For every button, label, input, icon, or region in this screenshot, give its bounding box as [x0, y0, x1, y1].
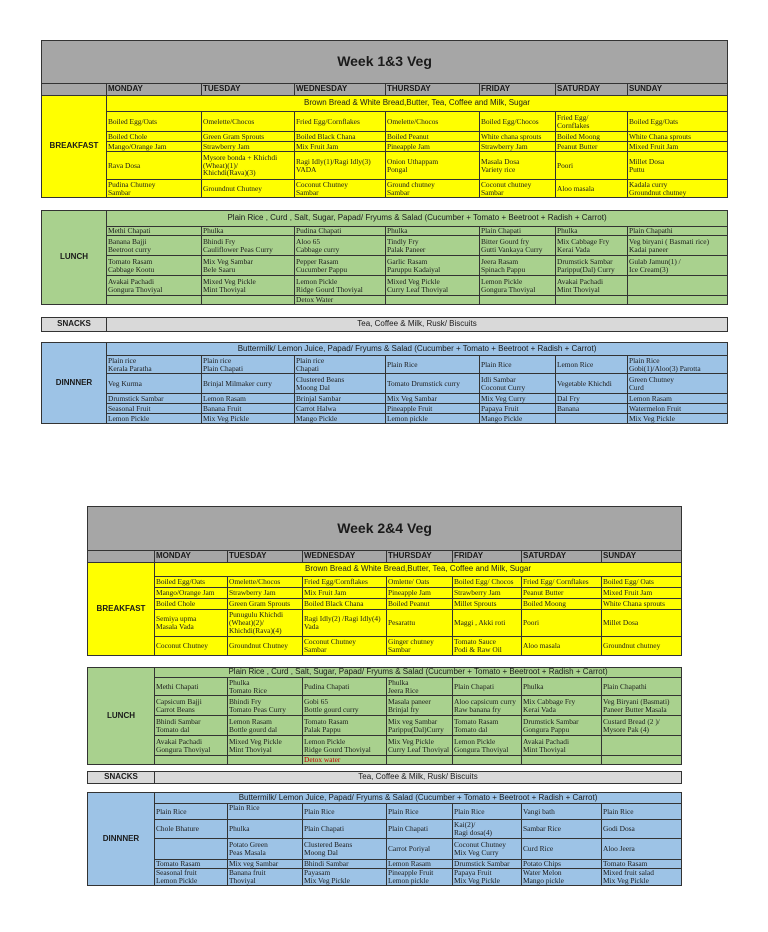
menu-cell: Peanut Butter — [556, 142, 628, 152]
week2-title: Week 2&4 Veg — [88, 507, 682, 551]
day-header: WEDNESDAY — [303, 551, 387, 563]
table-row — [88, 756, 682, 765]
menu-cell — [155, 839, 228, 860]
menu-cell: Watermelon Fruit — [628, 404, 728, 414]
table-row — [42, 180, 728, 198]
meal-banner: Buttermilk/ Lemon Juice, Papad/ Fryums & Salad (Cucumber + Tomato + Beetroot + Radish + Carrot) — [155, 793, 682, 804]
menu-cell: Boiled Black Chana — [303, 599, 387, 610]
menu-cell: Mix Veg Sambar — [386, 394, 480, 404]
day-header: MONDAY — [107, 84, 202, 96]
menu-cell: Mix Fruit Jam — [303, 588, 387, 599]
menu-cell: Mix veg Sambar — [228, 860, 303, 869]
menu-cell: Lemon Pickle Ridge Gourd Thoviyal — [303, 736, 387, 756]
menu-cell: Gulab Jamun(1) / Ice Cream(3) — [628, 256, 728, 276]
menu-cell: Phulka Jeera Rice — [387, 678, 453, 696]
menu-cell: Avakai Pachadi Gongura Thoviyal — [107, 276, 202, 296]
menu-cell: Lemon Pickle Gongura Thoviyal — [453, 736, 522, 756]
menu-cell: Methi Chapati — [155, 678, 228, 696]
menu-cell: Seasonal fruit Lemon Pickle — [155, 869, 228, 886]
menu-cell: Garlic Rasam Paruppu Kadaiyal — [386, 256, 480, 276]
menu-cell — [453, 756, 522, 765]
menu-cell: Green Gram Sprouts — [202, 132, 295, 142]
menu-cell: Banana Bajji Beetroot curry — [107, 236, 202, 256]
menu-cell: Maggi , Akki roti — [453, 610, 522, 637]
day-header: SUNDAY — [602, 551, 682, 563]
menu-cell — [602, 756, 682, 765]
menu-cell: Vegetable Khichdi — [556, 374, 628, 394]
day-header: THURSDAY — [386, 84, 480, 96]
menu-cell: Boiled Egg/Oats — [107, 112, 202, 132]
menu-cell: Punugulu Khichdi (Wheat)(2)/ Khichdi(Rava)(4) — [228, 610, 303, 637]
meal-banner: Buttermilk/ Lemon Juice, Papad/ Fryums & Salad (Cucumber + Tomato + Beetroot + Radish + Carrot) — [107, 343, 728, 356]
table-row — [42, 414, 728, 424]
menu-cell: Kadala curry Groundnut chutney — [628, 180, 728, 198]
menu-cell — [480, 296, 556, 305]
menu-cell: Boiled Moong — [556, 132, 628, 142]
menu-cell: Fried Egg/ Cornflakes — [556, 112, 628, 132]
table-row — [42, 356, 728, 374]
menu-cell: Carrot Halwa — [295, 404, 386, 414]
meal-banner: Plain Rice , Curd , Salt, Sugar, Papad/ Fryums & Salad (Cucumber + Tomato + Beetroot + Radish + Carrot) — [107, 211, 728, 227]
menu-cell: Boiled Black Chana — [295, 132, 386, 142]
menu-cell: Methi Chapati — [107, 227, 202, 236]
snacks-text: Tea, Coffee & Milk, Rusk/ Biscuits — [155, 772, 682, 784]
menu-cell: Pudina Chapati — [295, 227, 386, 236]
menu-cell — [107, 296, 202, 305]
week2-day-header — [88, 551, 682, 563]
menu-cell: Omlette/ Oats — [387, 577, 453, 588]
menu-cell: Payasam Mix Veg Pickle — [303, 869, 387, 886]
menu-cell: Bitter Gourd fry Gutti Vankaya Curry — [480, 236, 556, 256]
menu-cell: Mixed Fruit Jam — [602, 588, 682, 599]
menu-cell — [202, 296, 295, 305]
menu-cell: White Chana sprouts — [628, 132, 728, 142]
menu-cell: Onion Uthappam Pongal — [386, 152, 480, 180]
menu-cell: Pudina Chapati — [303, 678, 387, 696]
menu-cell: Phulka Tomato Rice — [228, 678, 303, 696]
day-header: SATURDAY — [556, 84, 628, 96]
meal-label: BREAKFAST — [88, 563, 155, 656]
menu-cell: Bhindi Sambar — [303, 860, 387, 869]
menu-cell: Poori — [556, 152, 628, 180]
menu-cell: Fried Egg/ Cornflakes — [522, 577, 602, 588]
menu-cell — [628, 276, 728, 296]
menu-cell: Avakai Pachadi Gongura Thoviyal — [155, 736, 228, 756]
table-row — [42, 142, 728, 152]
menu-cell: Veg Biryani (Basmati) Paneer Butter Masala — [602, 696, 682, 716]
week2-snacks-table — [87, 771, 682, 784]
menu-cell: Aloo masala — [556, 180, 628, 198]
menu-cell: Lemon Pickle Ridge Gourd Thoviyal — [295, 276, 386, 296]
menu-cell: Plain rice Plain Chapati — [202, 356, 295, 374]
table-row — [88, 860, 682, 869]
menu-cell: Idli Sambar Coconut Curry — [480, 374, 556, 394]
week2-breakfast-section — [88, 563, 682, 656]
menu-cell: Peanut Butter — [522, 588, 602, 599]
menu-cell: Banana — [556, 404, 628, 414]
menu-cell: Phulka — [202, 227, 295, 236]
menu-cell: White chana sprouts — [480, 132, 556, 142]
menu-cell: Sambar Rice — [522, 820, 602, 839]
meal-label: LUNCH — [42, 211, 107, 305]
menu-cell: Strawberry Jam — [453, 588, 522, 599]
menu-cell: Mysore bonda + Khichdi (Wheat)(1)/ Khichdi(Rava)(3) — [202, 152, 295, 180]
menu-cell: Bhindi Sambar Tomato dal — [155, 716, 228, 736]
menu-cell: Drumstick Sambar — [107, 394, 202, 404]
menu-cell — [387, 756, 453, 765]
menu-cell: Boiled Peanut — [387, 599, 453, 610]
menu-cell: Boiled Chole — [155, 599, 228, 610]
menu-cell — [228, 756, 303, 765]
menu-cell: Plain Chapathi — [628, 227, 728, 236]
menu-cell: Mix Cabbage Fry Kerai Vada — [522, 696, 602, 716]
menu-cell: Boiled Moong — [522, 599, 602, 610]
menu-cell: Mix Veg Sambar Bele Saaru — [202, 256, 295, 276]
menu-cell: Boiled Egg/Oats — [155, 577, 228, 588]
table-row — [88, 599, 682, 610]
menu-cell: Boiled Peanut — [386, 132, 480, 142]
table-row — [88, 588, 682, 599]
menu-cell: Coconut Chutney Sambar — [295, 180, 386, 198]
menu-cell: Plain rice Kerala Paratha — [107, 356, 202, 374]
menu-cell: Ground chutney Sambar — [386, 180, 480, 198]
menu-cell: Curd Rice — [522, 839, 602, 860]
menu-cell: Plain Chapati — [453, 678, 522, 696]
menu-cell: Mixed Veg Pickle Curry Leaf Thoviyal — [386, 276, 480, 296]
menu-cell: Plain Chapati — [303, 820, 387, 839]
detox-water-cell: Detox water — [303, 756, 387, 765]
menu-cell: Chole Bhature — [155, 820, 228, 839]
menu-cell: Fried Egg/Cornflakes — [295, 112, 386, 132]
menu-cell: Drumstick Sambar Parippu(Dal) Curry — [556, 256, 628, 276]
week2-dinner-table — [87, 792, 682, 886]
menu-cell: Dal Fry — [556, 394, 628, 404]
menu-cell: Mango Pickle — [295, 414, 386, 424]
menu-cell: Brinjal Milmaker curry — [202, 374, 295, 394]
menu-cell: Coconut Chutney Mix Veg Curry — [453, 839, 522, 860]
menu-cell: Veg Kurma — [107, 374, 202, 394]
menu-cell: Plain Chapati — [387, 820, 453, 839]
table-row — [88, 804, 682, 820]
menu-cell: Strawberry Jam — [480, 142, 556, 152]
menu-cell: Plain Chapathi — [602, 678, 682, 696]
menu-cell: Avakai Pachadi Mint Thoviyal — [522, 736, 602, 756]
table-row — [42, 404, 728, 414]
menu-cell: Plain Rice — [303, 804, 387, 820]
menu-cell: Lemon Rasam Bottle gourd dal — [228, 716, 303, 736]
menu-cell: Pepper Rasam Cucumber Pappu — [295, 256, 386, 276]
menu-cell: Lemon Rasam — [387, 860, 453, 869]
menu-cell: Banana fruit Thoviyal — [228, 869, 303, 886]
menu-cell: Semiya upma Masala Vada — [155, 610, 228, 637]
table-row — [42, 112, 728, 132]
menu-cell: Vangi bath — [522, 804, 602, 820]
menu-cell: Fried Egg/Cornflakes — [303, 577, 387, 588]
table-row — [88, 696, 682, 716]
menu-cell — [155, 756, 228, 765]
menu-cell: Aloo 65 Cabbage curry — [295, 236, 386, 256]
menu-cell: Tindly Fry Palak Paneer — [386, 236, 480, 256]
menu-cell: Papaya Fruit — [480, 404, 556, 414]
menu-cell: Coconut chutney Sambar — [480, 180, 556, 198]
day-header: FRIDAY — [480, 84, 556, 96]
menu-cell: Plain Chapati — [480, 227, 556, 236]
menu-cell: Lemon Rasam — [628, 394, 728, 404]
menu-cell: Boiled Egg/Chocos — [480, 112, 556, 132]
menu-cell: Tomato Drumstick curry — [386, 374, 480, 394]
menu-cell: Poori — [522, 610, 602, 637]
menu-cell: Strawberry Jam — [228, 588, 303, 599]
menu-cell — [556, 296, 628, 305]
menu-cell: Mix Cabbage Fry Kerai Vada — [556, 236, 628, 256]
week1-menu-table — [41, 40, 728, 198]
week1-day-header — [42, 84, 728, 96]
menu-cell: Drumstick Sambar — [453, 860, 522, 869]
menu-cell: Millet Dosa — [602, 610, 682, 637]
week1-title: Week 1&3 Veg — [42, 41, 728, 84]
table-row — [88, 716, 682, 736]
day-header: THURSDAY — [387, 551, 453, 563]
menu-cell: Clustered Beans Moong Dal — [295, 374, 386, 394]
menu-cell: Drumstick Sambar Gongura Pappu — [522, 716, 602, 736]
menu-cell: Phulka — [228, 820, 303, 839]
menu-cell: Boiled Egg/Oats — [628, 112, 728, 132]
table-row — [42, 227, 728, 236]
menu-cell: Mango/Orange Jam — [107, 142, 202, 152]
table-row — [42, 394, 728, 404]
menu-cell: Plain Rice — [387, 804, 453, 820]
menu-cell: Custard Bread (2 )/ Mysore Pak (4) — [602, 716, 682, 736]
menu-cell: Plain Rice — [228, 804, 303, 820]
menu-cell: Tomato Sauce Podi & Raw Oil — [453, 637, 522, 656]
menu-cell: Seasonal Fruit — [107, 404, 202, 414]
menu-cell: Tomato Rasam — [155, 860, 228, 869]
menu-cell: Plain Rice — [155, 804, 228, 820]
menu-cell: Green Gram Sprouts — [228, 599, 303, 610]
menu-cell: Lemon Pickle — [107, 414, 202, 424]
menu-cell: Ragi Idly(1)/Ragi Idly(3) VADA — [295, 152, 386, 180]
day-header: WEDNESDAY — [295, 84, 386, 96]
menu-cell: White Chana sprouts — [602, 599, 682, 610]
menu-cell: Omelette/Chocos — [386, 112, 480, 132]
menu-cell: Groundnut Chutney — [228, 637, 303, 656]
day-header: SATURDAY — [522, 551, 602, 563]
meal-label: BREAKFAST — [42, 96, 107, 198]
week1-snacks-table — [41, 317, 728, 332]
day-header: FRIDAY — [453, 551, 522, 563]
menu-cell: Mixed fruit salad Mix Veg Pickle — [602, 869, 682, 886]
menu-cell: Aloo masala — [522, 637, 602, 656]
table-row — [42, 296, 728, 305]
menu-cell: Plain Rice — [386, 356, 480, 374]
menu-cell: Potato Green Peas Masala — [228, 839, 303, 860]
menu-cell: Tomato Rasam — [602, 860, 682, 869]
meal-banner: Brown Bread & White Bread,Butter, Tea, Coffee and Milk, Sugar — [107, 96, 728, 112]
table-row — [42, 236, 728, 256]
menu-cell: Pineapple Jam — [387, 588, 453, 599]
table-row — [42, 374, 728, 394]
menu-cell: Groundnut chutney — [602, 637, 682, 656]
menu-cell: Pineapple Fruit — [386, 404, 480, 414]
menu-cell: Omelette/Chocos — [228, 577, 303, 588]
menu-cell: Green Chutney Curd — [628, 374, 728, 394]
week2-menu-table — [87, 506, 682, 656]
day-header: TUESDAY — [202, 84, 295, 96]
meal-label: LUNCH — [88, 668, 155, 765]
table-row — [88, 678, 682, 696]
menu-cell: Aloo capsicum curry Raw banana fry — [453, 696, 522, 716]
menu-cell: Rava Dosa — [107, 152, 202, 180]
menu-cell: Plain Rice — [480, 356, 556, 374]
menu-cell: Banana Fruit — [202, 404, 295, 414]
snacks-text: Tea, Coffee & Milk, Rusk/ Biscuits — [107, 318, 728, 332]
table-row — [88, 869, 682, 886]
table-row — [42, 256, 728, 276]
meal-label: DINNNER — [42, 343, 107, 424]
menu-cell: Mango/Orange Jam — [155, 588, 228, 599]
week1-breakfast-section — [42, 96, 728, 198]
week2-lunch-table — [87, 667, 682, 765]
menu-cell: Masala paneer Brinjal fry — [387, 696, 453, 716]
table-row — [88, 820, 682, 839]
menu-cell: Mix veg Sambar Parippu(Dal)Curry — [387, 716, 453, 736]
menu-cell: Lemon Pickle Gongura Thoviyal — [480, 276, 556, 296]
menu-cell: Jeera Rasam Spinach Pappu — [480, 256, 556, 276]
menu-cell: Plain Rice — [453, 804, 522, 820]
menu-cell: Phulka — [522, 678, 602, 696]
menu-cell: Tomato Rasam Palak Pappu — [303, 716, 387, 736]
menu-cell — [556, 414, 628, 424]
table-row — [88, 610, 682, 637]
menu-cell: Lemon pickle — [386, 414, 480, 424]
menu-cell: Plain Rice Gobi(1)/Aloo(3) Parotta — [628, 356, 728, 374]
table-row — [42, 276, 728, 296]
menu-cell: Phulka — [556, 227, 628, 236]
menu-cell: Mix Fruit Jam — [295, 142, 386, 152]
menu-cell: Carrot Poriyal — [387, 839, 453, 860]
menu-cell: Boiled Chole — [107, 132, 202, 142]
menu-cell: Potato Chips — [522, 860, 602, 869]
menu-cell: Pesarattu — [387, 610, 453, 637]
menu-cell: Mixed Veg Pickle Mint Thoviyal — [228, 736, 303, 756]
table-row — [42, 132, 728, 142]
menu-cell: Phulka — [386, 227, 480, 236]
menu-cell: Millet Dosa Puttu — [628, 152, 728, 180]
menu-cell: Coconut Chutney Sambar — [303, 637, 387, 656]
menu-cell: Pineapple Jam — [386, 142, 480, 152]
menu-cell: Mix Veg Curry — [480, 394, 556, 404]
menu-cell: Mixed Fruit Jam — [628, 142, 728, 152]
menu-cell — [522, 756, 602, 765]
menu-cell: Mix Veg Pickle — [202, 414, 295, 424]
menu-cell: Bhindi Fry Cauliflower Peas Curry — [202, 236, 295, 256]
meal-label: SNACKS — [88, 772, 155, 784]
menu-cell — [628, 296, 728, 305]
meal-banner: Plain Rice , Curd , Salt, Sugar, Papad/ Fryums & Salad (Cucumber + Tomato + Beetroot + Radish + Carrot) — [155, 668, 682, 678]
menu-cell: Mixed Veg Pickle Mint Thoviyal — [202, 276, 295, 296]
menu-cell: Millet Sprouts — [453, 599, 522, 610]
menu-cell: Pineapple Fruit Lemon pickle — [387, 869, 453, 886]
menu-cell — [602, 736, 682, 756]
menu-cell: Veg biryani ( Basmati rice) Kadai paneer — [628, 236, 728, 256]
table-row — [88, 839, 682, 860]
menu-cell: Clustered Beans Moong Dal — [303, 839, 387, 860]
menu-cell — [386, 296, 480, 305]
menu-cell: Boiled Egg/ Oats — [602, 577, 682, 588]
menu-cell: Kai(2)/ Ragi dosa(4) — [453, 820, 522, 839]
menu-cell: Omelette/Chocos — [202, 112, 295, 132]
menu-cell: Tomato Rasam Tomato dal — [453, 716, 522, 736]
table-row — [88, 577, 682, 588]
day-header: SUNDAY — [628, 84, 728, 96]
menu-cell: Boiled Egg/ Chocos — [453, 577, 522, 588]
meal-label: SNACKS — [42, 318, 107, 332]
menu-cell: Aloo Jeera — [602, 839, 682, 860]
menu-cell: Strawberry Jam — [202, 142, 295, 152]
menu-cell: Masala Dosa Variety rice — [480, 152, 556, 180]
menu-cell: Coconut Chutney — [155, 637, 228, 656]
menu-cell: Mix Veg Pickle — [628, 414, 728, 424]
menu-cell: Mango Pickle — [480, 414, 556, 424]
menu-cell: Pudina Chutney Sambar — [107, 180, 202, 198]
menu-cell: Plain rice Chapati — [295, 356, 386, 374]
day-header: TUESDAY — [228, 551, 303, 563]
menu-cell: Ragi Idly(2) /Ragi Idly(4) Vada — [303, 610, 387, 637]
table-row — [88, 637, 682, 656]
menu-cell: Gobi 65 Bottle gourd curry — [303, 696, 387, 716]
menu-cell: Groundnut Chutney — [202, 180, 295, 198]
menu-cell: Bhindi Fry Tomato Peas Curry — [228, 696, 303, 716]
menu-cell: Plain Rice — [602, 804, 682, 820]
menu-cell: Ginger chutney Sambar — [387, 637, 453, 656]
meal-label: DINNNER — [88, 793, 155, 886]
table-row — [88, 736, 682, 756]
menu-cell: Brinjal Sambar — [295, 394, 386, 404]
table-row — [42, 152, 728, 180]
menu-cell: Mix Veg Pickle Curry Leaf Thoviyal — [387, 736, 453, 756]
menu-cell: Tomato Rasam Cabbage Kootu — [107, 256, 202, 276]
menu-cell: Avakai Pachadi Mint Thoviyal — [556, 276, 628, 296]
menu-cell: Lemon Rasam — [202, 394, 295, 404]
menu-cell: Water Melon Mango pickle — [522, 869, 602, 886]
week1-dinner-table — [41, 342, 728, 424]
meal-banner: Brown Bread & White Bread,Butter, Tea, Coffee and Milk, Sugar — [155, 563, 682, 577]
menu-cell: Lemon Rice — [556, 356, 628, 374]
menu-cell: Godi Dosa — [602, 820, 682, 839]
day-header: MONDAY — [155, 551, 228, 563]
menu-cell: Papaya Fruit Mix Veg Pickle — [453, 869, 522, 886]
week1-lunch-table — [41, 210, 728, 305]
menu-cell: Detox Water — [295, 296, 386, 305]
menu-cell: Capsicum Bajji Carrot Beans — [155, 696, 228, 716]
